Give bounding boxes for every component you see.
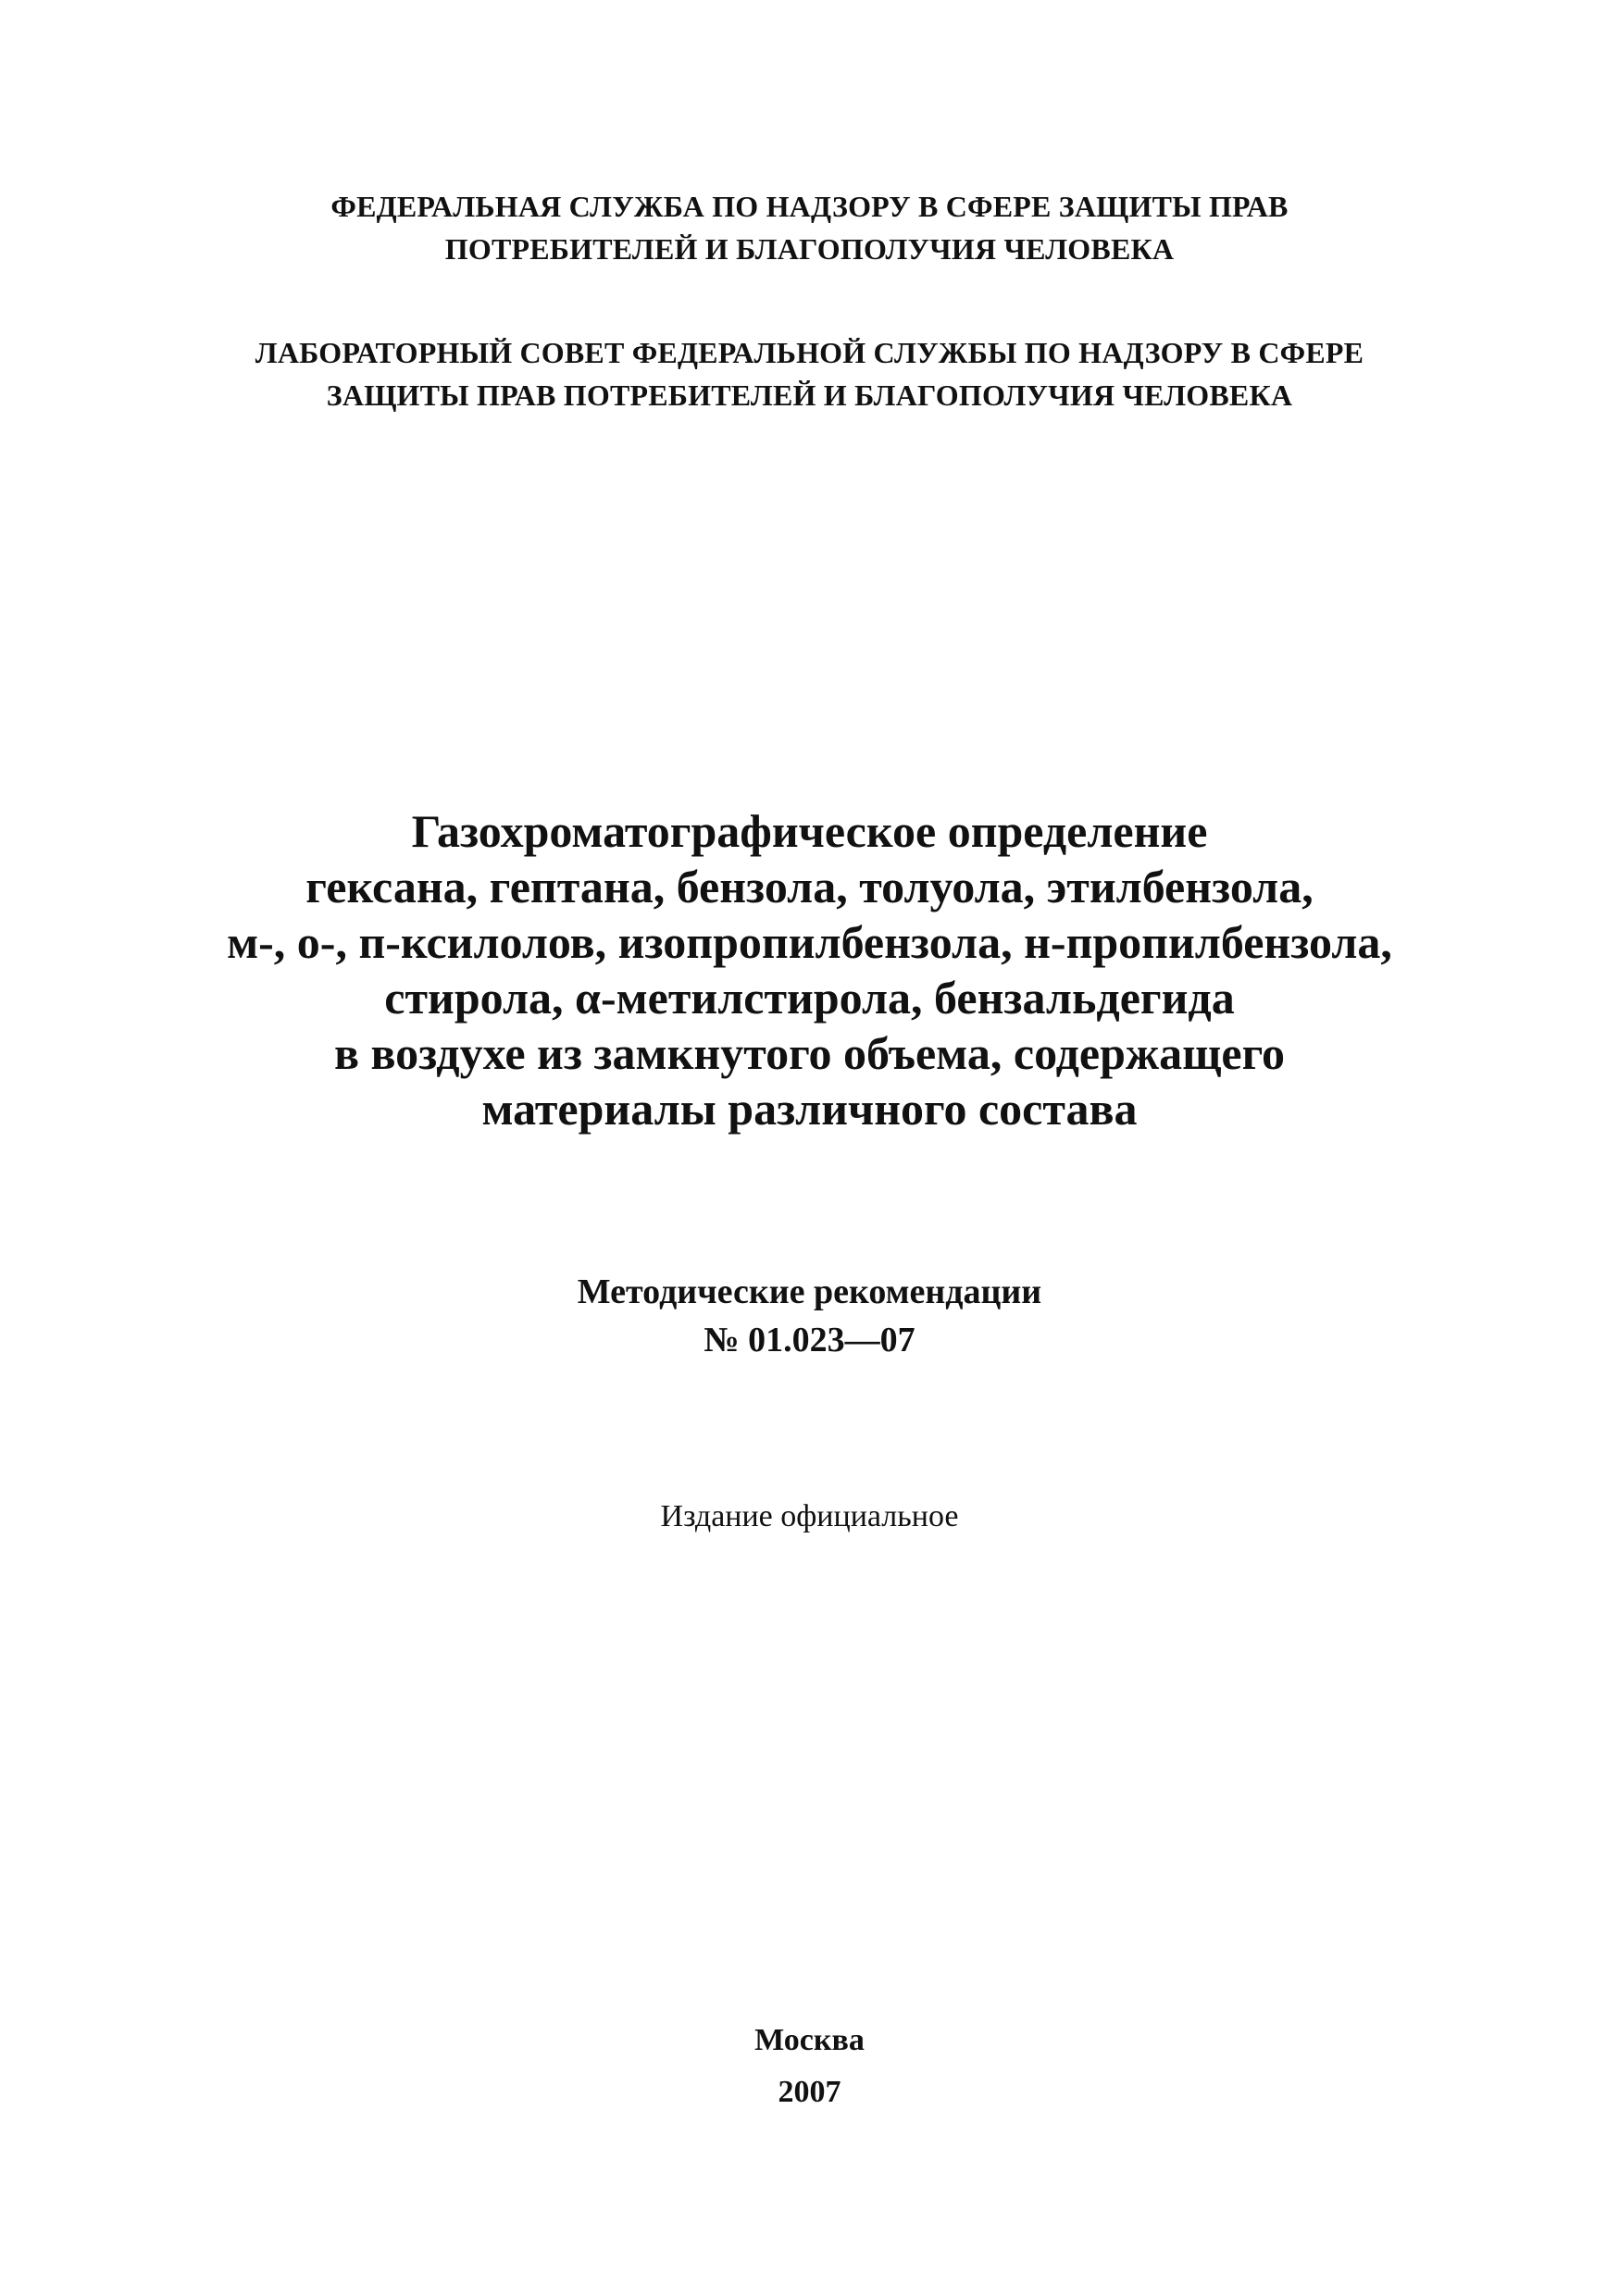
agency-heading-line-2: ПОТРЕБИТЕЛЕЙ И БЛАГОПОЛУЧИЯ ЧЕЛОВЕКА [444,232,1175,266]
document-title-line-5: в воздухе из замкнутого объема, содержащего [333,1027,1286,1079]
council-heading-line-2: ЗАЩИТЫ ПРАВ ПОТРЕБИТЕЛЕЙ И БЛАГОПОЛУЧИЯ ЧЕЛОВЕКА [326,379,1293,412]
council-heading-line-1: ЛАБОРАТОРНЫЙ СОВЕТ ФЕДЕРАЛЬНОЙ СЛУЖБЫ ПО НАДЗОРУ В СФЕРЕ [255,336,1364,369]
document-title-line-1: Газохроматографическое определение [411,805,1208,857]
council-heading [0,331,1619,416]
edition-note [0,1496,1619,1537]
document-type-label: Методические рекомендации [577,1272,1042,1311]
imprint-city: Москва [754,2023,865,2057]
document-title-line-4: стирола, α-метилстирола, бензальдегида [384,972,1235,1024]
document-title-line-2: гексана, гептана, бензола, толуола, этилбензола, [305,861,1314,912]
agency-heading-line-1: ФЕДЕРАЛЬНАЯ СЛУЖБА ПО НАДЗОРУ В СФЕРЕ ЗАЩИТЫ ПРАВ [330,190,1289,223]
document-title [0,803,1619,1136]
document-number: № 01.023—07 [704,1321,915,1359]
edition-text: Издание официальное [660,1499,959,1533]
document-title-line-6: материалы различного состава [481,1083,1138,1135]
imprint-year: 2007 [778,2075,841,2109]
document-type [0,1268,1619,1364]
agency-heading [0,185,1619,270]
imprint [0,2015,1619,2118]
document-title-line-3: м-, о-, п-ксилолов, изопропилбензола, н-пропилбензола, [227,916,1392,968]
